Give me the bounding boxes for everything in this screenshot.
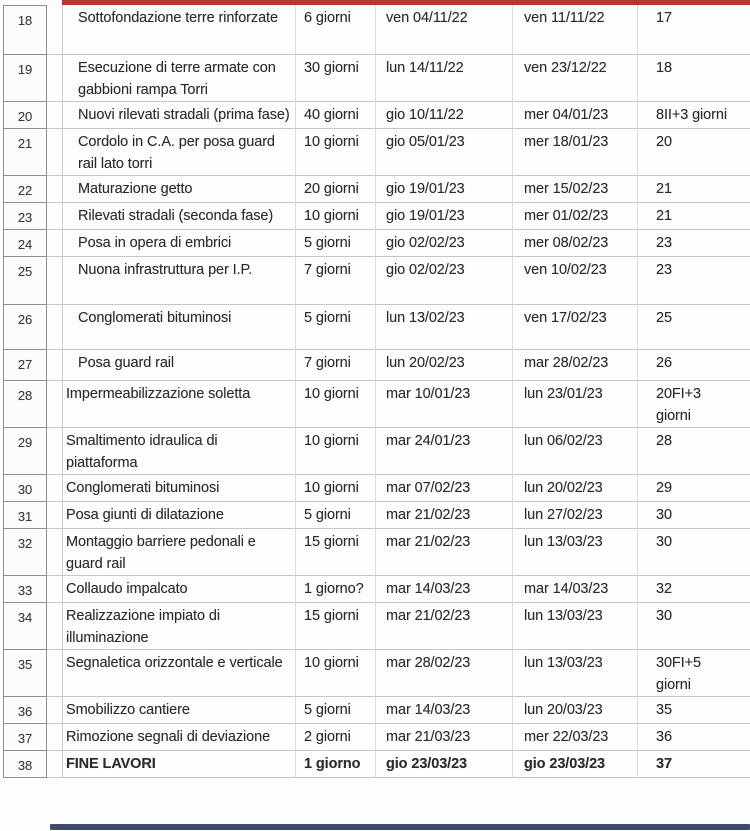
task-row: [3, 576, 750, 603]
task-start-date-cell: mar 21/02/23: [375, 529, 512, 576]
task-predecessors-cell: 21: [637, 203, 750, 230]
task-start-date-cell: gio 02/02/23: [375, 257, 512, 305]
task-id-cell: 34: [3, 603, 47, 650]
indicator-cell: [47, 650, 62, 697]
task-duration-cell: 40 giorni: [295, 102, 375, 129]
task-finish-date-cell: mar 14/03/23: [512, 576, 637, 603]
task-predecessors-cell: 18: [637, 55, 750, 102]
task-duration-cell: 10 giorni: [295, 129, 375, 176]
task-id-cell: 31: [3, 502, 47, 529]
task-name-cell: FINE LAVORI: [62, 751, 295, 778]
task-finish-date-cell: mer 22/03/23: [512, 724, 637, 751]
task-row: [3, 381, 750, 428]
task-start-date-cell: gio 10/11/22: [375, 102, 512, 129]
task-row: [3, 428, 750, 475]
task-name-cell: Rimozione segnali di deviazione: [62, 724, 295, 751]
task-name-cell: Nuovi rilevati stradali (prima fase): [62, 102, 295, 129]
task-name-cell: Sottofondazione terre rinforzate: [62, 5, 295, 55]
indicator-cell: [47, 176, 62, 203]
task-predecessors-cell: 20: [637, 129, 750, 176]
task-name-cell: Collaudo impalcato: [62, 576, 295, 603]
task-id-cell: 36: [3, 697, 47, 724]
task-predecessors-cell: 28: [637, 428, 750, 475]
indicator-cell: [47, 697, 62, 724]
task-predecessors-cell: 30: [637, 529, 750, 576]
task-id-cell: 21: [3, 129, 47, 176]
task-start-date-cell: gio 02/02/23: [375, 230, 512, 257]
task-finish-date-cell: mer 08/02/23: [512, 230, 637, 257]
task-row: [3, 129, 750, 176]
task-duration-cell: 10 giorni: [295, 203, 375, 230]
task-start-date-cell: lun 13/02/23: [375, 305, 512, 350]
indicator-cell: [47, 751, 62, 778]
task-duration-cell: 6 giorni: [295, 5, 375, 55]
task-row: [3, 751, 750, 778]
task-duration-cell: 10 giorni: [295, 381, 375, 428]
task-predecessors-cell: 23: [637, 257, 750, 305]
task-finish-date-cell: mar 28/02/23: [512, 350, 637, 381]
task-name-cell: Maturazione getto: [62, 176, 295, 203]
task-row: [3, 305, 750, 350]
task-duration-cell: 1 giorno?: [295, 576, 375, 603]
task-start-date-cell: mar 07/02/23: [375, 475, 512, 502]
indicator-cell: [47, 55, 62, 102]
task-duration-cell: 5 giorni: [295, 502, 375, 529]
task-predecessors-cell: 17: [637, 5, 750, 55]
task-id-cell: 30: [3, 475, 47, 502]
task-name-cell: Smaltimento idraulica di piattaforma: [62, 428, 295, 475]
task-name-cell: Impermeabilizzazione soletta: [62, 381, 295, 428]
task-id-cell: 37: [3, 724, 47, 751]
task-start-date-cell: gio 19/01/23: [375, 203, 512, 230]
task-name-cell: Esecuzione di terre armate con gabbioni rampa Torri: [62, 55, 295, 102]
task-start-date-cell: lun 20/02/23: [375, 350, 512, 381]
task-finish-date-cell: lun 13/03/23: [512, 529, 637, 576]
task-row: [3, 529, 750, 576]
indicator-cell: [47, 502, 62, 529]
task-id-cell: 25: [3, 257, 47, 305]
task-id-cell: 26: [3, 305, 47, 350]
task-name-cell: Nuona infrastruttura per I.P.: [62, 257, 295, 305]
task-start-date-cell: gio 19/01/23: [375, 176, 512, 203]
task-start-date-cell: mar 24/01/23: [375, 428, 512, 475]
task-name-cell: Conglomerati bituminosi: [62, 475, 295, 502]
task-duration-cell: 5 giorni: [295, 230, 375, 257]
task-row: [3, 5, 750, 55]
task-start-date-cell: ven 04/11/22: [375, 5, 512, 55]
task-duration-cell: 2 giorni: [295, 724, 375, 751]
indicator-cell: [47, 529, 62, 576]
task-finish-date-cell: lun 20/02/23: [512, 475, 637, 502]
task-finish-date-cell: ven 17/02/23: [512, 305, 637, 350]
task-name-cell: Montaggio barriere pedonali e guard rail: [62, 529, 295, 576]
indicator-cell: [47, 350, 62, 381]
task-row: [3, 724, 750, 751]
task-predecessors-cell: 35: [637, 697, 750, 724]
task-start-date-cell: gio 23/03/23: [375, 751, 512, 778]
task-name-cell: Realizzazione impiato di illuminazione: [62, 603, 295, 650]
task-duration-cell: 15 giorni: [295, 529, 375, 576]
task-finish-date-cell: ven 10/02/23: [512, 257, 637, 305]
indicator-cell: [47, 724, 62, 751]
indicator-cell: [47, 5, 62, 55]
task-predecessors-cell: 36: [637, 724, 750, 751]
task-duration-cell: 30 giorni: [295, 55, 375, 102]
task-name-cell: Posa guard rail: [62, 350, 295, 381]
indicator-cell: [47, 230, 62, 257]
task-duration-cell: 20 giorni: [295, 176, 375, 203]
task-name-cell: Segnaletica orizzontale e verticale: [62, 650, 295, 697]
task-id-cell: 27: [3, 350, 47, 381]
task-id-cell: 32: [3, 529, 47, 576]
task-start-date-cell: mar 10/01/23: [375, 381, 512, 428]
task-row: [3, 650, 750, 697]
task-row: [3, 350, 750, 381]
indicator-cell: [47, 102, 62, 129]
indicator-cell: [47, 129, 62, 176]
task-start-date-cell: mar 21/02/23: [375, 502, 512, 529]
task-id-cell: 22: [3, 176, 47, 203]
task-row: [3, 257, 750, 305]
task-duration-cell: 10 giorni: [295, 475, 375, 502]
indicator-cell: [47, 203, 62, 230]
task-start-date-cell: mar 28/02/23: [375, 650, 512, 697]
task-start-date-cell: lun 14/11/22: [375, 55, 512, 102]
indicator-cell: [47, 475, 62, 502]
indicator-cell: [47, 428, 62, 475]
task-name-cell: Conglomerati bituminosi: [62, 305, 295, 350]
task-predecessors-cell: 21: [637, 176, 750, 203]
task-finish-date-cell: lun 23/01/23: [512, 381, 637, 428]
task-name-cell: Rilevati stradali (seconda fase): [62, 203, 295, 230]
task-row: [3, 55, 750, 102]
task-predecessors-cell: 23: [637, 230, 750, 257]
task-finish-date-cell: lun 13/03/23: [512, 650, 637, 697]
task-start-date-cell: mar 21/03/23: [375, 724, 512, 751]
task-duration-cell: 1 giorno: [295, 751, 375, 778]
task-finish-date-cell: gio 23/03/23: [512, 751, 637, 778]
task-predecessors-cell: 37: [637, 751, 750, 778]
task-id-cell: 35: [3, 650, 47, 697]
task-predecessors-cell: 32: [637, 576, 750, 603]
task-id-cell: 23: [3, 203, 47, 230]
task-id-cell: 38: [3, 751, 47, 778]
indicator-cell: [47, 257, 62, 305]
task-duration-cell: 7 giorni: [295, 257, 375, 305]
task-table: [0, 5, 750, 778]
task-finish-date-cell: lun 13/03/23: [512, 603, 637, 650]
task-finish-date-cell: mer 15/02/23: [512, 176, 637, 203]
task-finish-date-cell: lun 06/02/23: [512, 428, 637, 475]
task-finish-date-cell: lun 20/03/23: [512, 697, 637, 724]
bottom-accent-bar: [50, 824, 750, 830]
task-finish-date-cell: mer 18/01/23: [512, 129, 637, 176]
task-row: [3, 475, 750, 502]
task-finish-date-cell: lun 27/02/23: [512, 502, 637, 529]
indicator-cell: [47, 381, 62, 428]
task-predecessors-cell: 25: [637, 305, 750, 350]
task-finish-date-cell: ven 11/11/22: [512, 5, 637, 55]
task-row: [3, 176, 750, 203]
task-predecessors-cell: 30FI+5 giorni: [637, 650, 750, 697]
task-start-date-cell: gio 05/01/23: [375, 129, 512, 176]
task-row: [3, 697, 750, 724]
task-id-cell: 18: [3, 5, 47, 55]
task-duration-cell: 5 giorni: [295, 305, 375, 350]
task-predecessors-cell: 26: [637, 350, 750, 381]
task-id-cell: 19: [3, 55, 47, 102]
task-duration-cell: 7 giorni: [295, 350, 375, 381]
task-predecessors-cell: 30: [637, 603, 750, 650]
task-id-cell: 33: [3, 576, 47, 603]
task-id-cell: 20: [3, 102, 47, 129]
task-finish-date-cell: mer 04/01/23: [512, 102, 637, 129]
indicator-cell: [47, 305, 62, 350]
task-predecessors-cell: 29: [637, 475, 750, 502]
task-predecessors-cell: 30: [637, 502, 750, 529]
task-row: [3, 203, 750, 230]
task-id-cell: 29: [3, 428, 47, 475]
task-id-cell: 28: [3, 381, 47, 428]
top-accent-bar: [62, 0, 750, 5]
task-duration-cell: 10 giorni: [295, 650, 375, 697]
indicator-cell: [47, 576, 62, 603]
task-start-date-cell: mar 21/02/23: [375, 603, 512, 650]
task-start-date-cell: mar 14/03/23: [375, 576, 512, 603]
task-duration-cell: 10 giorni: [295, 428, 375, 475]
task-row: [3, 603, 750, 650]
task-duration-cell: 15 giorni: [295, 603, 375, 650]
task-name-cell: Posa giunti di dilatazione: [62, 502, 295, 529]
task-row: [3, 502, 750, 529]
task-name-cell: Cordolo in C.A. per posa guard rail lato torri: [62, 129, 295, 176]
task-row: [3, 102, 750, 129]
task-name-cell: Smobilizzo cantiere: [62, 697, 295, 724]
task-id-cell: 24: [3, 230, 47, 257]
task-row: [3, 230, 750, 257]
task-duration-cell: 5 giorni: [295, 697, 375, 724]
task-start-date-cell: mar 14/03/23: [375, 697, 512, 724]
task-predecessors-cell: 8II+3 giorni: [637, 102, 750, 129]
task-finish-date-cell: mer 01/02/23: [512, 203, 637, 230]
task-predecessors-cell: 20FI+3 giorni: [637, 381, 750, 428]
task-finish-date-cell: ven 23/12/22: [512, 55, 637, 102]
indicator-cell: [47, 603, 62, 650]
task-name-cell: Posa in opera di embrici: [62, 230, 295, 257]
